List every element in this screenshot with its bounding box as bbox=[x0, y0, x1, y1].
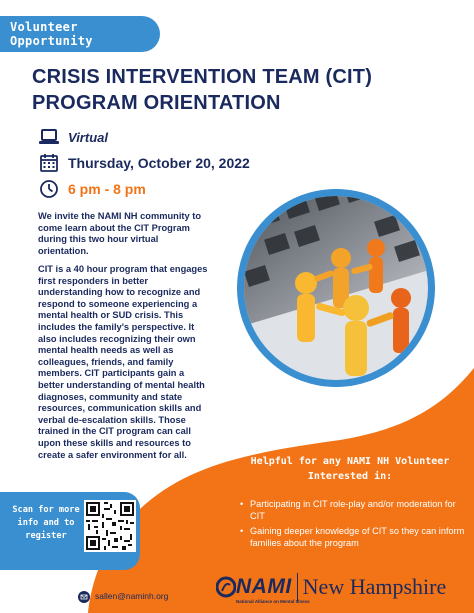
nami-nh-logo bbox=[216, 573, 447, 604]
volunteer-opportunity-badge bbox=[0, 16, 160, 52]
helpful-heading-line-2: Interested in: bbox=[307, 471, 393, 482]
scan-line-1: Scan for more bbox=[12, 505, 80, 515]
nami-subtitle: National Alliance on Mental Illness bbox=[236, 599, 310, 604]
calendar-icon bbox=[38, 152, 60, 174]
email-icon bbox=[78, 590, 90, 602]
page-title bbox=[32, 64, 432, 116]
qr-code[interactable] bbox=[84, 500, 136, 552]
details-paragraph: CIT is a 40 hour program that engages first responders in better understanding how to recognize and respond to someone experiencing a mental health or SUD crisis. This includes the family's perspective. It also includes recognizing their own mental health needs as well as colleagues, friends, and family members. CIT participants gain a better understanding of mental health diagnoses, community and state resources, communication skills and verbal de-escalation skills. Those trained in the CIT program can call upon these skills and resources to create a safer environment for all. bbox=[38, 264, 208, 460]
nami-logo-mark-icon bbox=[216, 575, 236, 599]
scan-line-2: info and to bbox=[17, 518, 75, 528]
helpful-list bbox=[230, 499, 468, 553]
helpful-heading bbox=[240, 454, 460, 484]
contact-email-row[interactable] bbox=[78, 590, 168, 602]
event-format-row bbox=[38, 126, 108, 148]
event-date: Thursday, October 20, 2022 bbox=[68, 155, 250, 171]
event-date-row bbox=[38, 152, 250, 174]
region-wordmark: New Hampshire bbox=[302, 574, 447, 599]
title-line-1: CRISIS INTERVENTION TEAM (CIT) bbox=[32, 66, 373, 88]
helpful-list-item: • Participating in CIT role-play and/or moderation for CIT bbox=[240, 499, 468, 522]
badge-label: Volunteer Opportunity bbox=[10, 20, 93, 48]
intro-paragraph: We invite the NAMI NH community to come learn about the CIT Program during this two hour virtual orientation. bbox=[38, 211, 202, 256]
contact-email[interactable]: sallen@naminh.org bbox=[95, 591, 169, 601]
event-time-row bbox=[38, 178, 146, 200]
title-line-2: PROGRAM ORIENTATION bbox=[32, 92, 281, 114]
scan-instructions bbox=[10, 504, 82, 543]
laptop-icon bbox=[38, 126, 60, 148]
event-format: Virtual bbox=[68, 129, 108, 145]
scan-line-3: register bbox=[25, 531, 67, 541]
helpful-heading-line-1: Helpful for any NAMI NH Volunteer bbox=[250, 456, 450, 467]
cit-photo bbox=[236, 188, 436, 388]
clock-icon bbox=[38, 178, 60, 200]
helpful-list-item: • Gaining deeper knowledge of CIT so they can inform families about the program bbox=[240, 526, 468, 549]
logo-divider bbox=[297, 573, 298, 601]
nami-wordmark: NAMI bbox=[236, 575, 292, 598]
event-time: 6 pm - 8 pm bbox=[68, 181, 146, 197]
